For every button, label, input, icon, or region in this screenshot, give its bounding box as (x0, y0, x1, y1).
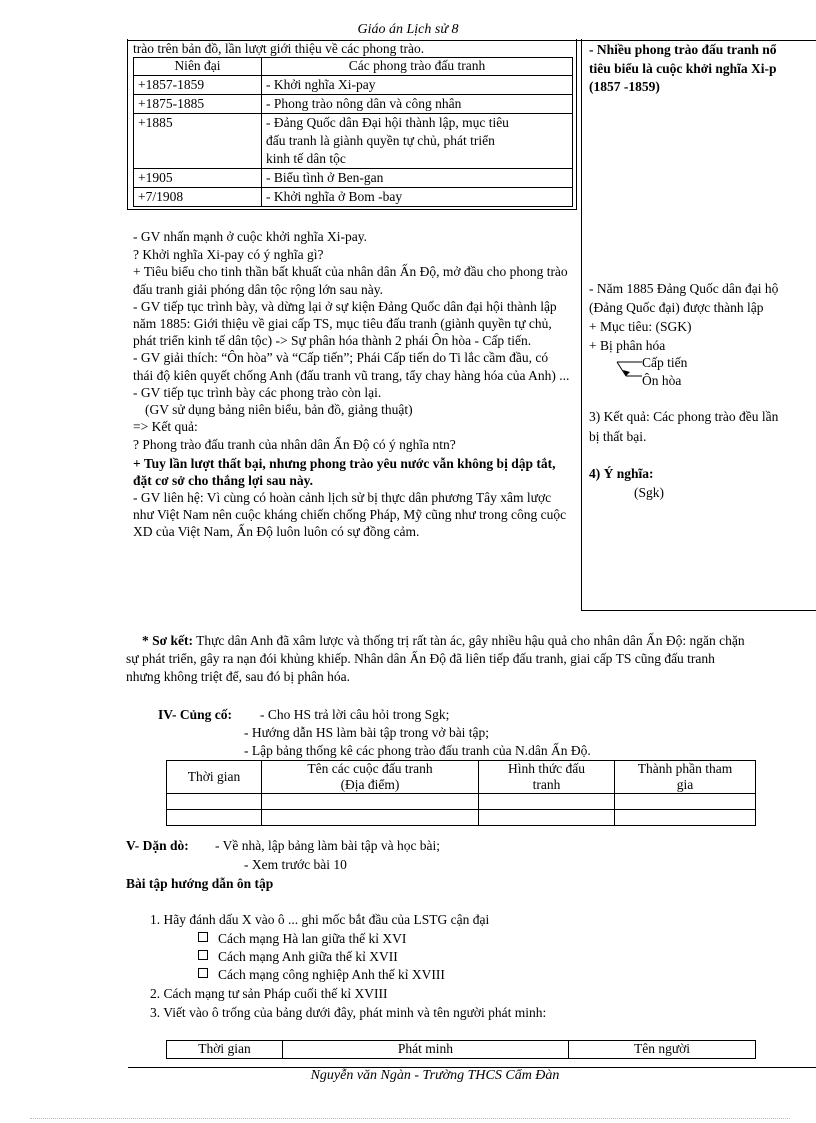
right-point-3: 3) Kết quả: Các phong trào đều lần (589, 409, 779, 424)
table-row (167, 794, 756, 810)
intro-line: trào trên bản đồ, lần lượt giới thiệu về các phong trào. (133, 41, 425, 56)
review-title: Bài tập hướng dẫn ôn tập (126, 876, 274, 891)
review-question-3: 3. Viết vào ô trống của bảng dưới đây, phát minh và tên người phát minh: (150, 1005, 547, 1020)
summary-label: * Sơ kết: (142, 633, 193, 648)
left-paragraph: - GV liên hệ: Vì cùng có hoàn cảnh lịch sử bị thực dân phương Tây xâm lược như Việt Nam nên cuộc kháng chiến chống Pháp, Mỹ cũng như trong công cuộc XD của Việt Nam, Ấn Độ luôn luôn có sự đồng cảm. (133, 490, 567, 540)
invention-table (166, 1040, 756, 1059)
table-row (134, 76, 573, 95)
right-point-2: + Mục tiêu: (SGK) (589, 319, 692, 334)
table-row (134, 114, 573, 169)
branch-radical: Cấp tiến (642, 355, 688, 370)
stats-header-participants: Thành phần tham gia (615, 761, 756, 794)
right-point-4-body: (Sgk) (634, 485, 664, 500)
table-row (134, 169, 573, 188)
right-point-1: - Nhiều phong trào đấu tranh nổ (589, 42, 777, 57)
section-5-item: - Về nhà, lập bảng làm bài tập và học bài; (215, 838, 441, 853)
table-row (134, 188, 573, 207)
year-cell: +1885 (134, 114, 262, 169)
page-bottom-divider (30, 1118, 790, 1119)
stats-header-form: Hình thức đấu tranh (479, 761, 615, 794)
review-question-2: 2. Cách mạng tư sản Pháp cuối thế kỉ XVIII (150, 986, 388, 1001)
review-question-1: 1. Hãy đánh dấu X vào ô ... ghi mốc bắt đầu của LSTG cận đại (150, 912, 490, 927)
movement-line: đấu tranh là giành quyền tự chủ, phát triển (266, 133, 495, 148)
table-row (134, 95, 573, 114)
year-cell: +1857-1859 (134, 76, 262, 95)
year-cell: +1905 (134, 169, 262, 188)
summary-paragraph (126, 632, 746, 686)
left-paragraph: ? Phong trào đấu tranh của nhân dân Ấn Độ có ý nghĩa ntn? (133, 437, 456, 453)
section-5-item: - Xem trước bài 10 (244, 857, 347, 872)
left-paragraph-bold: + Tuy lần lượt thất bại, nhưng phong trào yêu nước vẫn không bị dập tắt, đặt cơ sở cho thắng lợi sau này. (133, 455, 556, 488)
year-cell: +7/1908 (134, 188, 262, 207)
left-paragraph: ? Khởi nghĩa Xi-pay có ý nghĩa gì? (133, 247, 324, 263)
section-4-item: - Hướng dẫn HS làm bài tập trong vở bài tập; (244, 725, 490, 740)
branch-moderate: Ôn hòa (642, 373, 682, 388)
movement-line: - Đảng Quốc dân Đại hội thành lập, mục tiêu (266, 115, 509, 130)
checkbox-icon[interactable] (198, 932, 208, 942)
right-point-2: + Bị phân hóa (589, 338, 666, 353)
movement-cell: - Khởi nghĩa Xi-pay (262, 76, 573, 95)
year-cell: +1875-1885 (134, 95, 262, 114)
left-paragraph: - GV tiếp tục trình bày các phong trào còn lại. (133, 384, 382, 400)
left-paragraph: - GV giải thích: “Ôn hòa” và “Cấp tiến”; Phái Cấp tiến do Ti lắc cầm đầu, có thái độ kiên quyết chống Anh (đấu tranh vũ trang, tẩy chay hàng hóa của Anh) ... (133, 350, 570, 383)
checkbox-icon[interactable] (198, 968, 208, 978)
left-paragraph: + Tiêu biểu cho tinh thần bất khuất của nhân dân Ấn Độ, mở đầu cho phong trào đấu tranh giải phóng dân tộc rộng lớn sau này. (133, 264, 568, 297)
right-point-1: (1857 -1859) (589, 79, 660, 94)
left-paragraph: - GV tiếp tục trình bày, và dừng lại ở sự kiện Đảng Quốc dân đại hội thành lập năm 1885: Giới thiệu về giai cấp TS, mục tiêu đấu tranh (giành quyền tự chủ, phát triển kinh tế dân tộc) -> Sự phân hóa thành 2 phái Ôn hòa - Cấp tiến. (133, 298, 557, 349)
page-header: Giáo án Lịch sử 8 (357, 22, 459, 37)
review-option[interactable] (198, 949, 398, 965)
movement-cell (262, 114, 573, 169)
section-4-item: - Cho HS trả lời câu hỏi trong Sgk; (260, 707, 450, 722)
right-point-2: (Đảng Quốc đại) được thành lập (589, 300, 764, 315)
review-option[interactable] (198, 931, 406, 947)
right-point-2: - Năm 1885 Đảng Quốc dân đại hộ (589, 281, 779, 296)
option-label: Cách mạng Hà lan giữa thế kỉ XVI (218, 931, 407, 946)
movement-cell: - Khởi nghĩa ở Bom -bay (262, 188, 573, 207)
section-5-label: V- Dặn dò: (126, 838, 189, 853)
option-label: Cách mạng công nghiệp Anh thế kỉ XVIII (218, 967, 445, 982)
left-paragraph: => Kết quả: (133, 419, 198, 435)
option-label: Cách mạng Anh giữa thế kỉ XVII (218, 949, 398, 964)
stats-table (166, 760, 756, 826)
table-row (167, 810, 756, 826)
col-header-year: Niên đại (134, 58, 262, 76)
stats-header-time: Thời gian (167, 761, 262, 794)
movement-cell: - Biểu tình ở Ben-gan (262, 169, 573, 188)
checkbox-icon[interactable] (198, 950, 208, 960)
invention-header-invention: Phát minh (283, 1041, 569, 1059)
invention-header-time: Thời gian (167, 1041, 283, 1059)
right-point-4-title: 4) Ý nghĩa: (589, 466, 654, 481)
section-4-label: IV- Củng cố: (158, 707, 232, 722)
timeline-table (133, 57, 573, 207)
summary-text: Thực dân Anh đã xâm lược và thống trị rất tàn ác, gây nhiều hậu quả cho nhân dân Ấn Độ: ngăn chặn sự phát triển, gây ra nạn đói khủng khiếp. Nhân dân Ấn Độ đã liên tiếp đấu tranh, giai cấp TS cũng đấu tranh nhưng không triệt để, sau đó bị phân hóa. (126, 633, 745, 684)
col-header-movements: Các phong trào đấu tranh (262, 58, 573, 76)
left-paragraph: (GV sử dụng bảng niên biểu, bản đồ, giảng thuật) (145, 402, 413, 418)
page-footer: Nguyễn văn Ngàn - Trường THCS Cẩm Đàn (310, 1068, 560, 1083)
right-point-1: tiêu biểu là cuộc khởi nghĩa Xi-p (589, 61, 777, 76)
left-paragraph: - GV nhấn mạnh ở cuộc khởi nghĩa Xi-pay. (133, 229, 367, 244)
review-option[interactable] (198, 967, 445, 983)
invention-header-inventor: Tên người (569, 1041, 756, 1059)
section-4-item: - Lập bảng thống kê các phong trào đấu tranh của N.dân Ấn Độ. (244, 743, 591, 758)
left-column (133, 228, 571, 541)
stats-header-name: Tên các cuộc đấu tranh (Địa điểm) (262, 761, 479, 794)
movement-cell: - Phong trào nông dân và công nhân (262, 95, 573, 114)
movement-line: kinh tế dân tộc (266, 151, 346, 166)
right-point-3: bị thất bại. (589, 429, 647, 444)
